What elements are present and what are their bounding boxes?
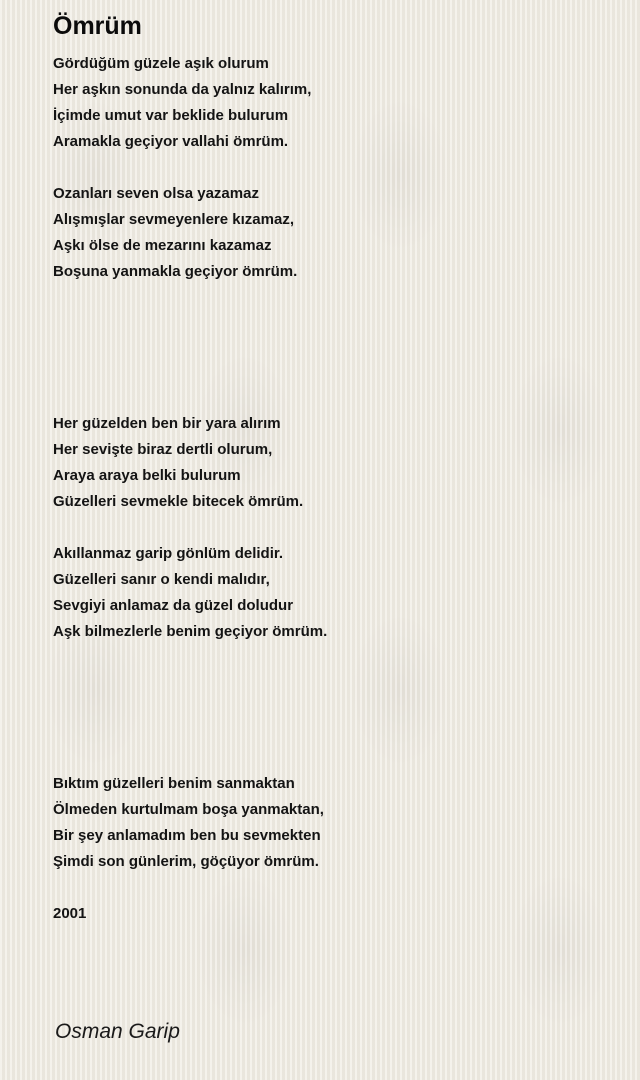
stanza-4 [53, 541, 327, 645]
stanza-3 [53, 411, 303, 515]
poem-line: Sevgiyi anlamaz da güzel doludur [53, 597, 294, 614]
poem-year: 2001 [53, 905, 87, 922]
stanza-1 [53, 51, 311, 155]
poem-title: Ömrüm [53, 12, 142, 40]
stanza-5 [53, 771, 324, 875]
poem-line: Araya araya belki bulurum [53, 467, 241, 484]
poem-line: Ölmeden kurtulmam boşa yanmaktan, [53, 801, 324, 818]
poem-line: Gördüğüm güzele aşık olurum [53, 55, 269, 72]
poem-line: Akıllanmaz garip gönlüm delidir. [53, 545, 284, 562]
poem-line: Her sevişte biraz dertli olurum, [53, 441, 273, 458]
poem-line: Aşk bilmezlerle benim geçiyor ömrüm. [53, 623, 328, 640]
poem-line: Alışmışlar sevmeyenlere kızamaz, [53, 211, 294, 228]
stanza-2 [53, 181, 297, 285]
poem-line: Aramakla geçiyor vallahi ömrüm. [53, 133, 289, 150]
poem-line: Her güzelden ben bir yara alırım [53, 415, 281, 432]
poem-line: Güzelleri sanır o kendi malıdır, [53, 571, 270, 588]
poem-line: Ozanları seven olsa yazamaz [53, 185, 259, 202]
poem-line: Her aşkın sonunda da yalnız kalırım, [53, 81, 312, 98]
poem-line: Şimdi son günlerim, göçüyor ömrüm. [53, 853, 319, 870]
poem-line: Bıktım güzelleri benim sanmaktan [53, 775, 295, 792]
poem-line: Aşkı ölse de mezarını kazamaz [53, 237, 272, 254]
poem-line: İçimde umut var beklide bulurum [53, 107, 289, 124]
poem-line: Güzelleri sevmekle bitecek ömrüm. [53, 493, 304, 510]
poem-line: Bir şey anlamadım ben bu sevmekten [53, 827, 321, 844]
poem-author: Osman Garip [55, 1020, 180, 1043]
poem-line: Boşuna yanmakla geçiyor ömrüm. [53, 263, 298, 280]
